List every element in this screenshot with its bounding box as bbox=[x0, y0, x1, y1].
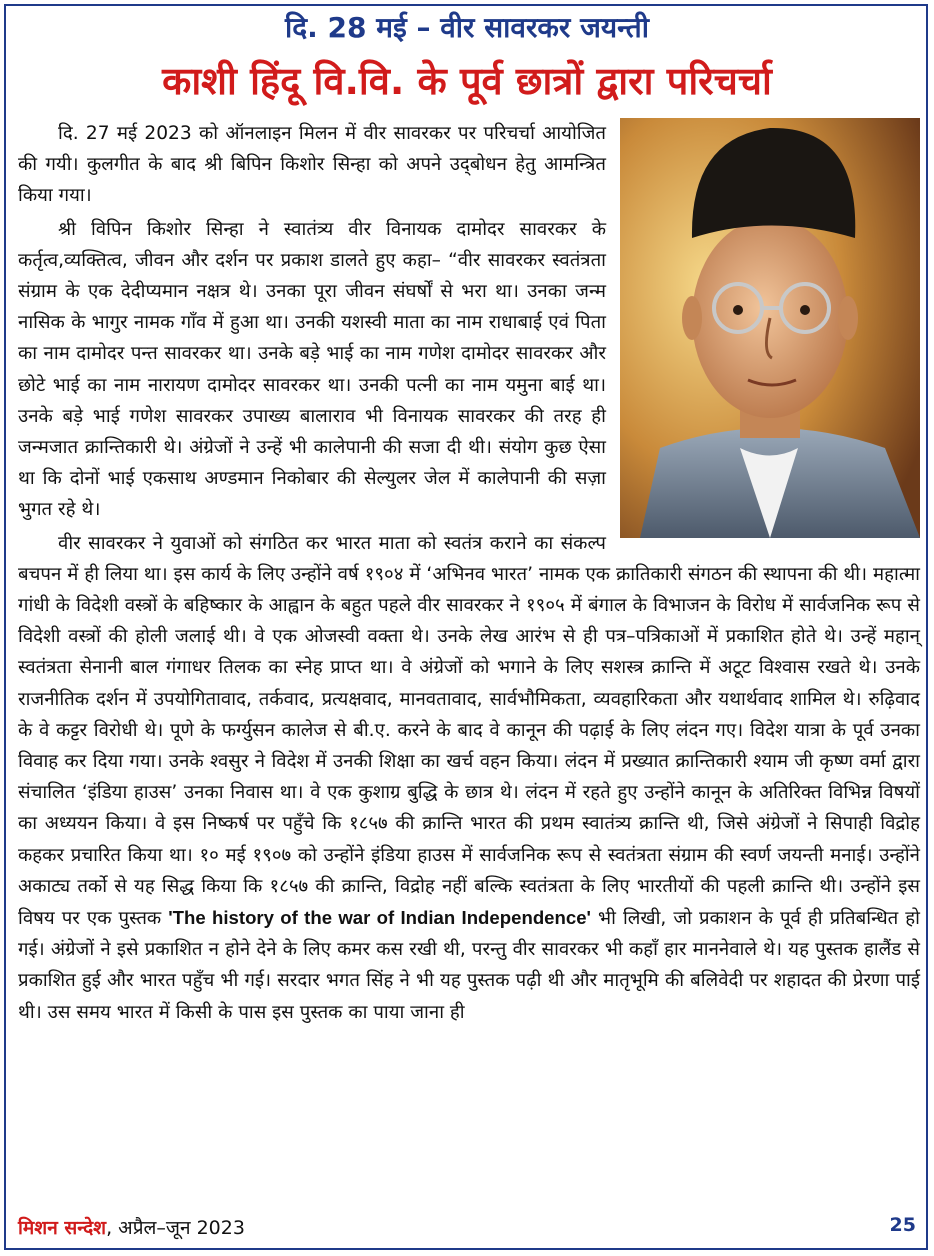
paragraph-2: श्री विपिन किशोर सिन्हा ने स्वातंत्र्य वीर विनायक दामोदर सावरकर के कर्तृत्व,व्यक्तित्व, जीवन और दर्शन पर प्रकाश डालते हुए कहा– “वीर सावरकर स्वतंत्रता संग्राम के एक देदीप्यमान नक्षत्र थे। उनका पूरा जीवन संघर्षों से भरा था। उनका जन्म नासिक के भागुर नामक गाँव में हुआ था। उनकी यशस्वी माता का नाम राधाबाई एवं पिता का नाम दामोदर पन्त सावरकर था। उनके बड़े भाई का नाम गणेश दामोदर सावरकर और छोटे भाई का नाम नारायण दामोदर सावरकर था। उनकी पत्नी का नाम यमुना बाई था। उनके बड़े भाई गणेश सावरकर उपाख्य बालाराव भी विनायक सावरकर की तरह ही जन्मजात क्रान्तिकारी थे। अंग्रेजों ने उन्हें भी कालेपानी की सजा दी थी। संयोग कुछ ऐसा था कि दोनों भाई एकसाथ अण्डमान निकोबार की सेल्युलर जेल में कालेपानी की सज़ा भुगत रहे थे। bbox=[18, 218, 606, 521]
date-title: दि. 28 मई – वीर सावरकर जयन्ती bbox=[285, 11, 649, 44]
paragraph-3 bbox=[18, 528, 920, 1028]
magazine-name: मिशन सन्देश bbox=[18, 1217, 107, 1239]
paragraph-3-part-b: भी लिखी, जो प्रकाशन के पूर्व ही प्रतिबन्धित हो गई। अंग्रेजों ने इसे प्रकाशित न होने देने के लिए कमर कस रखी थी, परन्तु वीर सावरकर भी कहाँ हार माननेवाले थे। यह पुस्तक हालैंड से प्रकाशित हुई और भारत पहुँच भी गई। सरदार भगत सिंह ने भी यह पुस्तक पढ़ी थी और मातृभूमि की बलिवेदी पर शहादत की प्रेरणा पाई थी। उस समय भारत में किसी के पास इस पुस्तक का पाया जाना ही bbox=[18, 908, 920, 1023]
main-title: काशी हिंदू वि.वि. के पूर्व छात्रों द्वारा परिचर्चा bbox=[162, 59, 772, 103]
paragraph-3-part-a: वीर सावरकर ने युवाओं को संगठित कर भारत माता को स्वतंत्र कराने का संकल्प बचपन में ही लिया था। इस कार्य के लिए उन्होंने वर्ष १९०४ में ‘अभिनव भारत’ नामक एक क्रातिकारी संगठन की स्थापना की थी। महात्मा गांधी के विदेशी वस्त्रों के बहिष्कार के आह्वान के बहुत पहले वीर सावरकर ने १९०५ में बंगाल के विभाजन के विरोध में सार्वजनिक रूप से विदेशी वस्त्रों की होली जलाई थी। वे एक ओजस्वी वक्ता थे। उनके लेख आरंभ से ही पत्र–पत्रिकाओं में प्रकाशित होते थे। उन्हें महान् स्वतंत्रता सेनानी बाल गंगाधर तिलक का स्नेह प्राप्त था। वे अंग्रेजों को भगाने के लिए सशस्त्र क्रान्ति में अटूट विश्वास रखते थे। उनके राजनीतिक दर्शन में उपयोगितावाद, तर्कवाद, प्रत्यक्षवाद, मानवतावाद, सार्वभौमिकता, व्यवहारिकता और यथार्थवाद शामिल थे। रुढ़िवाद के वे कट्टर विरोधी थे। पूणे के फर्ग्युसन कालेज से बी.ए. करने के बाद वे कानून की पढ़ाई के लिए लंदन गए। विदेश यात्रा के पूर्व उनका विवाह कर दिया गया। उनके श्वसुर ने विदेश में उनकी शिक्षा का खर्च वहन किया। लंदन में प्रख्यात क्रान्तिकारी श्याम जी कृष्ण वर्मा द्वारा संचालित ‘इंडिया हाउस’ उनका निवास था। वे एक कुशाग्र बुद्धि के छात्र थे। लंदन में रहते हुए उन्होंने कानून के अतिरिक्त विभिन्न विषयों का अध्ययन किया। वे इस निष्कर्ष पर पहुँचे कि १८५७ की क्रान्ति भारत की प्रथम स्वातंत्र्य क्रान्ति थी, जिसे अंग्रेजों ने सिपाही विद्रोह कहकर प्रचारित किया था। १० मई १९०७ को उन्होंने इंडिया हाउस में सार्वजनिक रूप से स्वतंत्रता संग्राम की स्वर्ण जयन्ती मनाई। उन्होंने अकाट्य तर्को से यह सिद्ध किया कि १८५७ की क्रान्ति, विद्रोह नहीं बल्कि स्वतंत्रता के लिए भारतीयों की पहली क्रान्ति थी। उन्होंने इस विषय पर एक पुस्तक bbox=[18, 532, 920, 930]
page-number: 25 bbox=[889, 1214, 916, 1236]
footer bbox=[18, 1214, 245, 1240]
article-body bbox=[18, 118, 920, 1028]
savarkar-portrait bbox=[620, 118, 920, 538]
issue-date: , अप्रैल–जून 2023 bbox=[106, 1217, 245, 1239]
book-title: 'The history of the war of Indian Independence' bbox=[168, 907, 591, 929]
paragraph-1: दि. 27 मई 2023 को ऑनलाइन मिलन में वीर सावरकर पर परिचर्चा आयोजित की गयी। कुलगीत के बाद श्री बिपिन किशोर सिन्हा को अपने उद्‌बोधन हेतु आमन्त्रित किया गया। bbox=[18, 123, 606, 207]
